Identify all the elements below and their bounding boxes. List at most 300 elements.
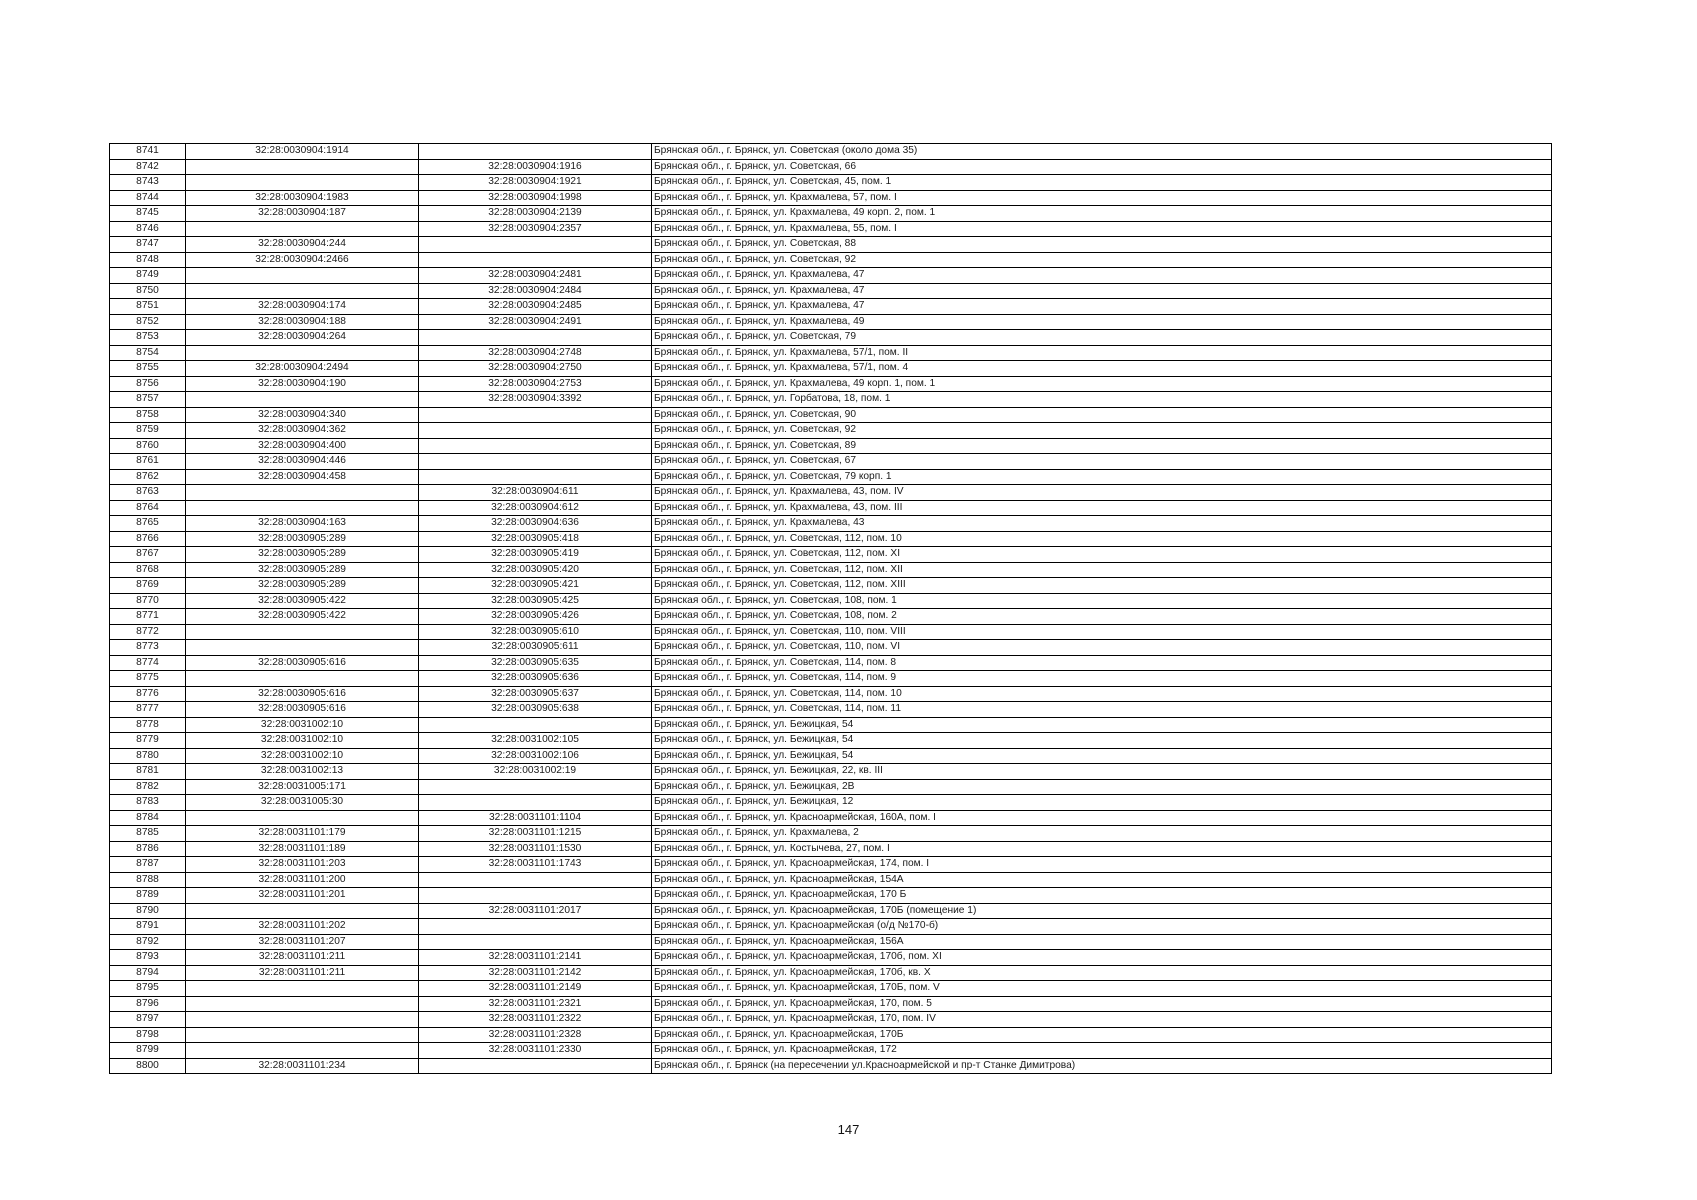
row-number-cell: 8796: [110, 996, 186, 1012]
object-cadastral-number-cell: 32:28:0030904:2139: [419, 206, 652, 222]
address-cell: Брянская обл., г. Брянск, ул. Советская, 114, пом. 11: [652, 702, 1552, 718]
row-number-cell: 8749: [110, 268, 186, 284]
table-row: [110, 624, 1552, 640]
object-cadastral-number-cell: 32:28:0031101:2017: [419, 903, 652, 919]
row-number-cell: 8795: [110, 981, 186, 997]
object-cadastral-number-cell: 32:28:0030904:2753: [419, 376, 652, 392]
cadastral-number-cell: 32:28:0030905:289: [186, 531, 419, 547]
table-row: [110, 1027, 1552, 1043]
table-row: [110, 206, 1552, 222]
table-row: [110, 996, 1552, 1012]
address-cell: Брянская обл., г. Брянск, ул. Красноармейская, 170 Б: [652, 888, 1552, 904]
object-cadastral-number-cell: 32:28:0030905:638: [419, 702, 652, 718]
object-cadastral-number-cell: [419, 717, 652, 733]
cadastral-number-cell: [186, 500, 419, 516]
address-cell: Брянская обл., г. Брянск, ул. Красноармейская (о/д №170-б): [652, 919, 1552, 935]
cadastral-number-cell: [186, 996, 419, 1012]
cadastral-number-cell: 32:28:0031101:234: [186, 1058, 419, 1074]
row-number-cell: 8785: [110, 826, 186, 842]
object-cadastral-number-cell: 32:28:0030904:2750: [419, 361, 652, 377]
cadastral-number-cell: [186, 640, 419, 656]
table-row: [110, 330, 1552, 346]
address-cell: Брянская обл., г. Брянск, ул. Советская, 92: [652, 252, 1552, 268]
address-cell: Брянская обл., г. Брянск, ул. Советская, 67: [652, 454, 1552, 470]
row-number-cell: 8779: [110, 733, 186, 749]
object-cadastral-number-cell: 32:28:0030904:3392: [419, 392, 652, 408]
cadastral-number-cell: [186, 1027, 419, 1043]
object-cadastral-number-cell: [419, 795, 652, 811]
address-cell: Брянская обл., г. Брянск, ул. Крахмалева, 43, пом. IV: [652, 485, 1552, 501]
row-number-cell: 8759: [110, 423, 186, 439]
cadastral-number-cell: 32:28:0031101:189: [186, 841, 419, 857]
object-cadastral-number-cell: [419, 252, 652, 268]
row-number-cell: 8760: [110, 438, 186, 454]
row-number-cell: 8742: [110, 159, 186, 175]
cadastral-number-cell: 32:28:0031101:179: [186, 826, 419, 842]
cadastral-number-cell: 32:28:0031101:207: [186, 934, 419, 950]
row-number-cell: 8786: [110, 841, 186, 857]
address-cell: Брянская обл., г. Брянск, ул. Красноармейская, 170Б: [652, 1027, 1552, 1043]
table-row: [110, 640, 1552, 656]
cadastral-number-cell: 32:28:0030905:616: [186, 655, 419, 671]
address-cell: Брянская обл., г. Брянск, ул. Бежицкая, 2В: [652, 779, 1552, 795]
address-cell: Брянская обл., г. Брянск, ул. Советская, 79 корп. 1: [652, 469, 1552, 485]
row-number-cell: 8763: [110, 485, 186, 501]
address-cell: Брянская обл., г. Брянск, ул. Советская, 114, пом. 8: [652, 655, 1552, 671]
cadastral-number-cell: 32:28:0031101:211: [186, 965, 419, 981]
object-cadastral-number-cell: 32:28:0030904:2485: [419, 299, 652, 315]
row-number-cell: 8762: [110, 469, 186, 485]
table-row: [110, 686, 1552, 702]
table-row: [110, 810, 1552, 826]
cadastral-number-cell: 32:28:0030904:2466: [186, 252, 419, 268]
table-row: [110, 857, 1552, 873]
row-number-cell: 8768: [110, 562, 186, 578]
row-number-cell: 8781: [110, 764, 186, 780]
table-row: [110, 795, 1552, 811]
address-cell: Брянская обл., г. Брянск, ул. Крахмалева, 57/1, пом. 4: [652, 361, 1552, 377]
table-row: [110, 764, 1552, 780]
table-row: [110, 1043, 1552, 1059]
table-row: [110, 469, 1552, 485]
row-number-cell: 8753: [110, 330, 186, 346]
table-row: [110, 826, 1552, 842]
cadastral-number-cell: 32:28:0031005:171: [186, 779, 419, 795]
table-row: [110, 299, 1552, 315]
row-number-cell: 8784: [110, 810, 186, 826]
address-cell: Брянская обл., г. Брянск, ул. Красноармейская, 170б, пом. XI: [652, 950, 1552, 966]
row-number-cell: 8747: [110, 237, 186, 253]
table-row: [110, 872, 1552, 888]
object-cadastral-number-cell: 32:28:0031101:1104: [419, 810, 652, 826]
table-row: [110, 578, 1552, 594]
row-number-cell: 8758: [110, 407, 186, 423]
row-number-cell: 8766: [110, 531, 186, 547]
address-cell: Брянская обл., г. Брянск, ул. Бежицкая, 22, кв. III: [652, 764, 1552, 780]
address-cell: Брянская обл., г. Брянск, ул. Красноармейская, 154А: [652, 872, 1552, 888]
cadastral-number-cell: 32:28:0030905:289: [186, 547, 419, 563]
row-number-cell: 8791: [110, 919, 186, 935]
address-cell: Брянская обл., г. Брянск, ул. Крахмалева, 47: [652, 299, 1552, 315]
address-cell: Брянская обл., г. Брянск, ул. Крахмалева, 49: [652, 314, 1552, 330]
object-cadastral-number-cell: 32:28:0030905:425: [419, 593, 652, 609]
object-cadastral-number-cell: [419, 144, 652, 160]
object-cadastral-number-cell: 32:28:0030904:2481: [419, 268, 652, 284]
row-number-cell: 8797: [110, 1012, 186, 1028]
address-cell: Брянская обл., г. Брянск, ул. Бежицкая, 12: [652, 795, 1552, 811]
table-row: [110, 423, 1552, 439]
table-row: [110, 268, 1552, 284]
address-cell: Брянская обл., г. Брянск, ул. Советская, 90: [652, 407, 1552, 423]
object-cadastral-number-cell: 32:28:0031101:2328: [419, 1027, 652, 1043]
cadastral-number-cell: 32:28:0030904:244: [186, 237, 419, 253]
object-cadastral-number-cell: [419, 1058, 652, 1074]
object-cadastral-number-cell: 32:28:0030904:2484: [419, 283, 652, 299]
address-cell: Брянская обл., г. Брянск, ул. Советская, 110, пом. VI: [652, 640, 1552, 656]
cadastral-number-cell: 32:28:0030904:188: [186, 314, 419, 330]
table-row: [110, 531, 1552, 547]
object-cadastral-number-cell: 32:28:0030905:419: [419, 547, 652, 563]
cadastral-number-cell: 32:28:0031101:201: [186, 888, 419, 904]
object-cadastral-number-cell: [419, 872, 652, 888]
object-cadastral-number-cell: 32:28:0030905:421: [419, 578, 652, 594]
row-number-cell: 8777: [110, 702, 186, 718]
cadastral-number-cell: [186, 175, 419, 191]
object-cadastral-number-cell: [419, 438, 652, 454]
cadastral-number-cell: 32:28:0031101:202: [186, 919, 419, 935]
object-cadastral-number-cell: [419, 407, 652, 423]
table-row: [110, 500, 1552, 516]
row-number-cell: 8751: [110, 299, 186, 315]
object-cadastral-number-cell: 32:28:0031002:106: [419, 748, 652, 764]
address-cell: Брянская обл., г. Брянск (на пересечении ул.Красноармейской и пр-т Станке Димитрова): [652, 1058, 1552, 1074]
table-row: [110, 1012, 1552, 1028]
object-cadastral-number-cell: [419, 934, 652, 950]
object-cadastral-number-cell: 32:28:0030905:610: [419, 624, 652, 640]
row-number-cell: 8767: [110, 547, 186, 563]
cadastral-number-cell: [186, 671, 419, 687]
address-cell: Брянская обл., г. Брянск, ул. Красноармейская, 172: [652, 1043, 1552, 1059]
address-cell: Брянская обл., г. Брянск, ул. Красноармейская, 170, пом. 5: [652, 996, 1552, 1012]
cadastral-number-cell: 32:28:0030904:446: [186, 454, 419, 470]
cadastral-number-cell: 32:28:0030904:1914: [186, 144, 419, 160]
row-number-cell: 8774: [110, 655, 186, 671]
row-number-cell: 8770: [110, 593, 186, 609]
cadastral-number-cell: 32:28:0030904:2494: [186, 361, 419, 377]
object-cadastral-number-cell: 32:28:0031101:1215: [419, 826, 652, 842]
table-row: [110, 516, 1552, 532]
row-number-cell: 8787: [110, 857, 186, 873]
row-number-cell: 8745: [110, 206, 186, 222]
address-cell: Брянская обл., г. Брянск, ул. Советская, 108, пом. 2: [652, 609, 1552, 625]
table-row: [110, 779, 1552, 795]
row-number-cell: 8741: [110, 144, 186, 160]
object-cadastral-number-cell: 32:28:0031101:1530: [419, 841, 652, 857]
row-number-cell: 8792: [110, 934, 186, 950]
object-cadastral-number-cell: 32:28:0031101:2149: [419, 981, 652, 997]
address-cell: Брянская обл., г. Брянск, ул. Советская, 45, пом. 1: [652, 175, 1552, 191]
row-number-cell: 8761: [110, 454, 186, 470]
table-row: [110, 237, 1552, 253]
address-cell: Брянская обл., г. Брянск, ул. Красноармейская, 170Б (помещение 1): [652, 903, 1552, 919]
object-cadastral-number-cell: 32:28:0031101:2322: [419, 1012, 652, 1028]
object-cadastral-number-cell: 32:28:0030904:1998: [419, 190, 652, 206]
address-cell: Брянская обл., г. Брянск, ул. Бежицкая, 54: [652, 748, 1552, 764]
row-number-cell: 8757: [110, 392, 186, 408]
address-cell: Брянская обл., г. Брянск, ул. Советская, 79: [652, 330, 1552, 346]
table-row: [110, 376, 1552, 392]
row-number-cell: 8788: [110, 872, 186, 888]
address-cell: Брянская обл., г. Брянск, ул. Бежицкая, 54: [652, 733, 1552, 749]
cadastral-number-cell: 32:28:0030905:289: [186, 578, 419, 594]
address-cell: Брянская обл., г. Брянск, ул. Советская, 112, пом. XIII: [652, 578, 1552, 594]
object-cadastral-number-cell: [419, 888, 652, 904]
cadastral-number-cell: 32:28:0030904:174: [186, 299, 419, 315]
object-cadastral-number-cell: 32:28:0030905:637: [419, 686, 652, 702]
address-cell: Брянская обл., г. Брянск, ул. Красноармейская, 170б, кв. X: [652, 965, 1552, 981]
row-number-cell: 8799: [110, 1043, 186, 1059]
cadastral-number-cell: 32:28:0030904:458: [186, 469, 419, 485]
table-row: [110, 655, 1552, 671]
address-cell: Брянская обл., г. Брянск, ул. Крахмалева, 49 корп. 1, пом. 1: [652, 376, 1552, 392]
page-number: 147: [837, 1122, 860, 1137]
table-row: [110, 314, 1552, 330]
row-number-cell: 8800: [110, 1058, 186, 1074]
table-row: [110, 221, 1552, 237]
row-number-cell: 8765: [110, 516, 186, 532]
row-number-cell: 8744: [110, 190, 186, 206]
row-number-cell: 8764: [110, 500, 186, 516]
cadastral-number-cell: 32:28:0031005:30: [186, 795, 419, 811]
address-cell: Брянская обл., г. Брянск, ул. Крахмалева, 57, пом. I: [652, 190, 1552, 206]
object-cadastral-number-cell: 32:28:0030904:2748: [419, 345, 652, 361]
row-number-cell: 8748: [110, 252, 186, 268]
table-row: [110, 159, 1552, 175]
row-number-cell: 8789: [110, 888, 186, 904]
object-cadastral-number-cell: [419, 454, 652, 470]
cadastral-number-cell: [186, 903, 419, 919]
table-row: [110, 175, 1552, 191]
address-cell: Брянская обл., г. Брянск, ул. Крахмалева, 49 корп. 2, пом. 1: [652, 206, 1552, 222]
row-number-cell: 8794: [110, 965, 186, 981]
object-cadastral-number-cell: 32:28:0030905:635: [419, 655, 652, 671]
address-cell: Брянская обл., г. Брянск, ул. Советская, 112, пом. 10: [652, 531, 1552, 547]
table-row: [110, 562, 1552, 578]
row-number-cell: 8755: [110, 361, 186, 377]
cadastral-number-cell: 32:28:0030904:1983: [186, 190, 419, 206]
address-cell: Брянская обл., г. Брянск, ул. Советская, 112, пом. XII: [652, 562, 1552, 578]
address-cell: Брянская обл., г. Брянск, ул. Крахмалева, 47: [652, 268, 1552, 284]
cadastral-number-cell: 32:28:0030905:616: [186, 686, 419, 702]
table-row: [110, 702, 1552, 718]
row-number-cell: 8743: [110, 175, 186, 191]
cadastral-number-cell: 32:28:0031101:200: [186, 872, 419, 888]
object-cadastral-number-cell: 32:28:0031101:2321: [419, 996, 652, 1012]
address-cell: Брянская обл., г. Брянск, ул. Крахмалева, 2: [652, 826, 1552, 842]
table-row: [110, 361, 1552, 377]
registry-table: [109, 143, 1552, 1074]
table-row: [110, 407, 1552, 423]
row-number-cell: 8752: [110, 314, 186, 330]
cadastral-number-cell: 32:28:0030904:264: [186, 330, 419, 346]
table-row: [110, 144, 1552, 160]
address-cell: Брянская обл., г. Брянск, ул. Советская, 114, пом. 10: [652, 686, 1552, 702]
object-cadastral-number-cell: [419, 469, 652, 485]
cadastral-number-cell: [186, 624, 419, 640]
object-cadastral-number-cell: 32:28:0030905:636: [419, 671, 652, 687]
table-row: [110, 1058, 1552, 1074]
object-cadastral-number-cell: 32:28:0030905:426: [419, 609, 652, 625]
object-cadastral-number-cell: 32:28:0030904:2491: [419, 314, 652, 330]
address-cell: Брянская обл., г. Брянск, ул. Советская, 66: [652, 159, 1552, 175]
address-cell: Брянская обл., г. Брянск, ул. Советская, 110, пом. VIII: [652, 624, 1552, 640]
table-row: [110, 671, 1552, 687]
cadastral-number-cell: 32:28:0030904:187: [186, 206, 419, 222]
cadastral-number-cell: 32:28:0030904:362: [186, 423, 419, 439]
row-number-cell: 8776: [110, 686, 186, 702]
object-cadastral-number-cell: 32:28:0031101:2141: [419, 950, 652, 966]
object-cadastral-number-cell: 32:28:0030904:636: [419, 516, 652, 532]
object-cadastral-number-cell: [419, 237, 652, 253]
address-cell: Брянская обл., г. Брянск, ул. Красноармейская, 156А: [652, 934, 1552, 950]
cadastral-number-cell: 32:28:0031101:203: [186, 857, 419, 873]
table-row: [110, 748, 1552, 764]
table-row: [110, 345, 1552, 361]
row-number-cell: 8771: [110, 609, 186, 625]
row-number-cell: 8793: [110, 950, 186, 966]
object-cadastral-number-cell: 32:28:0030904:1916: [419, 159, 652, 175]
table-row: [110, 593, 1552, 609]
address-cell: Брянская обл., г. Брянск, ул. Советская, 92: [652, 423, 1552, 439]
address-cell: Брянская обл., г. Брянск, ул. Красноармейская, 170, пом. IV: [652, 1012, 1552, 1028]
address-cell: Брянская обл., г. Брянск, ул. Крахмалева, 43: [652, 516, 1552, 532]
object-cadastral-number-cell: 32:28:0030905:418: [419, 531, 652, 547]
table-row: [110, 934, 1552, 950]
address-cell: Брянская обл., г. Брянск, ул. Крахмалева, 47: [652, 283, 1552, 299]
cadastral-number-cell: 32:28:0030905:616: [186, 702, 419, 718]
cadastral-number-cell: 32:28:0030904:400: [186, 438, 419, 454]
address-cell: Брянская обл., г. Брянск, ул. Крахмалева, 57/1, пом. II: [652, 345, 1552, 361]
row-number-cell: 8772: [110, 624, 186, 640]
cadastral-number-cell: 32:28:0031002:13: [186, 764, 419, 780]
row-number-cell: 8790: [110, 903, 186, 919]
address-cell: Брянская обл., г. Брянск, ул. Советская (около дома 35): [652, 144, 1552, 160]
row-number-cell: 8782: [110, 779, 186, 795]
cadastral-number-cell: [186, 283, 419, 299]
address-cell: Брянская обл., г. Брянск, ул. Советская, 89: [652, 438, 1552, 454]
row-number-cell: 8780: [110, 748, 186, 764]
object-cadastral-number-cell: 32:28:0031002:105: [419, 733, 652, 749]
row-number-cell: 8798: [110, 1027, 186, 1043]
address-cell: Брянская обл., г. Брянск, ул. Крахмалева, 55, пом. I: [652, 221, 1552, 237]
cadastral-number-cell: 32:28:0030905:422: [186, 593, 419, 609]
object-cadastral-number-cell: 32:28:0030905:420: [419, 562, 652, 578]
row-number-cell: 8773: [110, 640, 186, 656]
cadastral-number-cell: [186, 810, 419, 826]
row-number-cell: 8746: [110, 221, 186, 237]
address-cell: Брянская обл., г. Брянск, ул. Красноармейская, 160А, пом. I: [652, 810, 1552, 826]
address-cell: Брянская обл., г. Брянск, ул. Советская, 114, пом. 9: [652, 671, 1552, 687]
table-row: [110, 609, 1552, 625]
table-row: [110, 190, 1552, 206]
table-row: [110, 438, 1552, 454]
cadastral-number-cell: 32:28:0030905:422: [186, 609, 419, 625]
address-cell: Брянская обл., г. Брянск, ул. Красноармейская, 170Б, пом. V: [652, 981, 1552, 997]
object-cadastral-number-cell: 32:28:0030904:612: [419, 500, 652, 516]
object-cadastral-number-cell: [419, 919, 652, 935]
address-cell: Брянская обл., г. Брянск, ул. Крахмалева, 43, пом. III: [652, 500, 1552, 516]
table-row: [110, 283, 1552, 299]
table-row: [110, 903, 1552, 919]
table-row: [110, 717, 1552, 733]
row-number-cell: 8769: [110, 578, 186, 594]
address-cell: Брянская обл., г. Брянск, ул. Бежицкая, 54: [652, 717, 1552, 733]
address-cell: Брянская обл., г. Брянск, ул. Советская, 112, пом. XI: [652, 547, 1552, 563]
cadastral-number-cell: 32:28:0030904:340: [186, 407, 419, 423]
row-number-cell: 8783: [110, 795, 186, 811]
table-row: [110, 981, 1552, 997]
row-number-cell: 8756: [110, 376, 186, 392]
object-cadastral-number-cell: [419, 423, 652, 439]
table-row: [110, 252, 1552, 268]
address-cell: Брянская обл., г. Брянск, ул. Советская, 88: [652, 237, 1552, 253]
cadastral-number-cell: 32:28:0030904:190: [186, 376, 419, 392]
cadastral-number-cell: [186, 485, 419, 501]
table-row: [110, 547, 1552, 563]
object-cadastral-number-cell: 32:28:0030904:611: [419, 485, 652, 501]
address-cell: Брянская обл., г. Брянск, ул. Советская, 108, пом. 1: [652, 593, 1552, 609]
object-cadastral-number-cell: 32:28:0031002:19: [419, 764, 652, 780]
cadastral-number-cell: 32:28:0031101:211: [186, 950, 419, 966]
address-cell: Брянская обл., г. Брянск, ул. Костычева, 27, пом. I: [652, 841, 1552, 857]
table-row: [110, 392, 1552, 408]
object-cadastral-number-cell: 32:28:0030904:2357: [419, 221, 652, 237]
cadastral-number-cell: [186, 159, 419, 175]
cadastral-number-cell: [186, 1012, 419, 1028]
object-cadastral-number-cell: 32:28:0030904:1921: [419, 175, 652, 191]
table-row: [110, 485, 1552, 501]
table-body: [110, 144, 1552, 1074]
cadastral-number-cell: [186, 981, 419, 997]
cadastral-number-cell: 32:28:0030905:289: [186, 562, 419, 578]
cadastral-number-cell: 32:28:0031002:10: [186, 748, 419, 764]
row-number-cell: 8754: [110, 345, 186, 361]
object-cadastral-number-cell: 32:28:0031101:1743: [419, 857, 652, 873]
object-cadastral-number-cell: 32:28:0031101:2330: [419, 1043, 652, 1059]
cadastral-number-cell: 32:28:0031002:10: [186, 717, 419, 733]
cadastral-number-cell: [186, 268, 419, 284]
table-row: [110, 965, 1552, 981]
object-cadastral-number-cell: 32:28:0030905:611: [419, 640, 652, 656]
row-number-cell: 8778: [110, 717, 186, 733]
address-cell: Брянская обл., г. Брянск, ул. Горбатова, 18, пом. 1: [652, 392, 1552, 408]
cadastral-number-cell: [186, 392, 419, 408]
cadastral-number-cell: [186, 1043, 419, 1059]
table-row: [110, 733, 1552, 749]
table-row: [110, 919, 1552, 935]
cadastral-number-cell: 32:28:0031002:10: [186, 733, 419, 749]
table-row: [110, 454, 1552, 470]
cadastral-number-cell: 32:28:0030904:163: [186, 516, 419, 532]
cadastral-number-cell: [186, 345, 419, 361]
row-number-cell: 8775: [110, 671, 186, 687]
row-number-cell: 8750: [110, 283, 186, 299]
object-cadastral-number-cell: [419, 330, 652, 346]
table-row: [110, 950, 1552, 966]
object-cadastral-number-cell: [419, 779, 652, 795]
table-row: [110, 888, 1552, 904]
cadastral-number-cell: [186, 221, 419, 237]
